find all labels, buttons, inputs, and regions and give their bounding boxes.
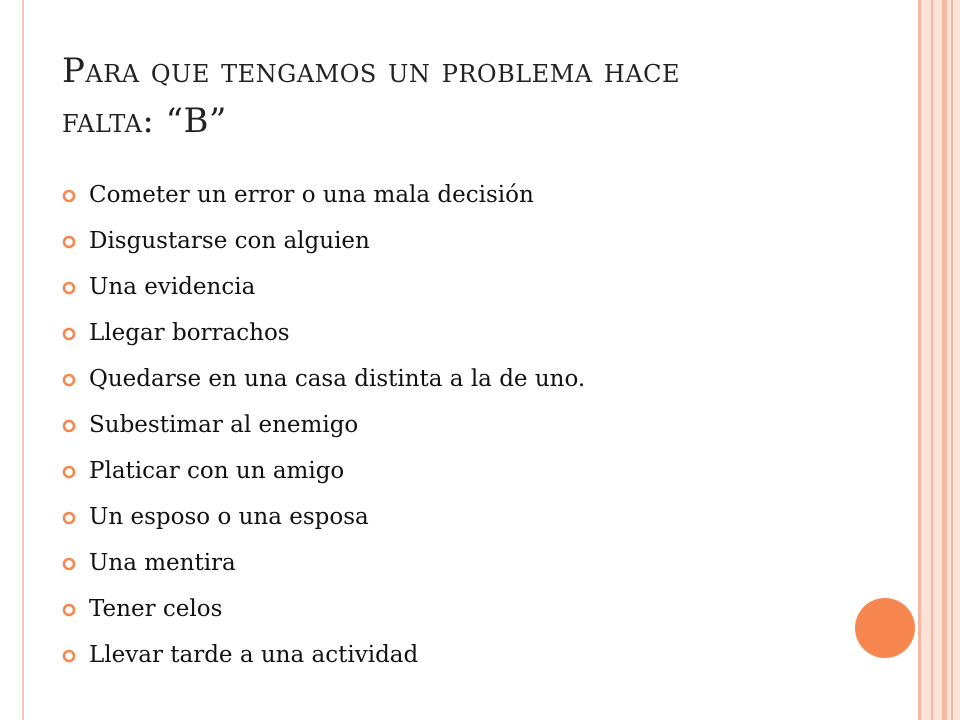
list-item-label: Disgustarse con alguien bbox=[89, 228, 370, 254]
ring-bullet-icon bbox=[62, 465, 76, 479]
list-item bbox=[62, 494, 585, 540]
list-item-label: Subestimar al enemigo bbox=[89, 412, 359, 438]
title-line-1: Para que tengamos un problema hace bbox=[62, 51, 681, 91]
orange-circle-decoration bbox=[855, 598, 915, 658]
list-item-label: Quedarse en una casa distinta a la de uno. bbox=[89, 366, 586, 392]
list-item bbox=[62, 632, 585, 678]
list-item-label: Un esposo o una esposa bbox=[89, 504, 369, 530]
left-border-line bbox=[22, 0, 24, 720]
list-item bbox=[62, 540, 585, 586]
ring-bullet-icon bbox=[62, 235, 76, 249]
list-item bbox=[62, 172, 585, 218]
list-item-label: Una mentira bbox=[89, 550, 236, 576]
list-item-label: Una evidencia bbox=[89, 274, 256, 300]
ring-bullet-icon bbox=[62, 373, 76, 387]
list-item bbox=[62, 448, 585, 494]
ring-bullet-icon bbox=[62, 557, 76, 571]
title-line-2: falta: “B” bbox=[62, 101, 227, 141]
right-stripe bbox=[951, 0, 953, 720]
ring-bullet-icon bbox=[62, 189, 76, 203]
list-item bbox=[62, 264, 585, 310]
list-item bbox=[62, 218, 585, 264]
list-item bbox=[62, 402, 585, 448]
list-item-label: Llevar tarde a una actividad bbox=[89, 642, 419, 668]
right-decorative-panel bbox=[918, 0, 960, 720]
slide-title bbox=[62, 46, 882, 146]
ring-bullet-icon bbox=[62, 419, 76, 433]
list-item bbox=[62, 310, 585, 356]
right-stripe bbox=[931, 0, 933, 720]
right-stripe bbox=[918, 0, 921, 720]
list-item bbox=[62, 356, 585, 402]
ring-bullet-icon bbox=[62, 281, 76, 295]
ring-bullet-icon bbox=[62, 603, 76, 617]
list-item-label: Cometer un error o una mala decisión bbox=[89, 182, 534, 208]
list-item-label: Tener celos bbox=[89, 596, 223, 622]
list-item bbox=[62, 586, 585, 632]
ring-bullet-icon bbox=[62, 511, 76, 525]
right-stripe bbox=[942, 0, 947, 720]
ring-bullet-icon bbox=[62, 649, 76, 663]
ring-bullet-icon bbox=[62, 327, 76, 341]
list-item-label: Platicar con un amigo bbox=[89, 458, 345, 484]
list-item-label: Llegar borrachos bbox=[89, 320, 290, 346]
bullet-list bbox=[62, 172, 585, 678]
